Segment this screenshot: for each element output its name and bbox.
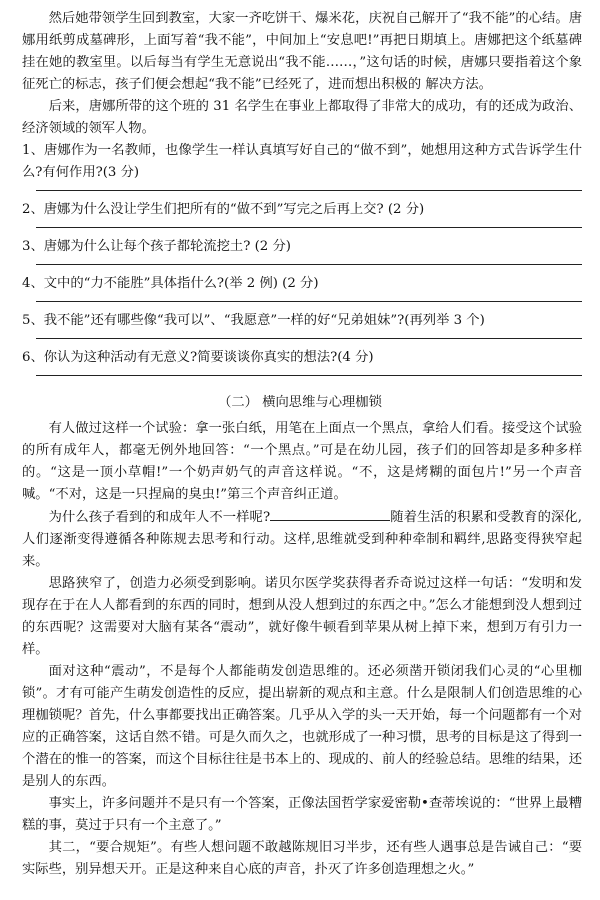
passage-paragraph: 面对这种“震动”，不是每个人都能萌发创造思维的。还必须凿开锁闭我们心灵的“心里枷锁”。才有可能产生萌发创造性的反应，提出崭新的观点和主意。什么是限制人们创造思维的心理枷锁呢？首先，什么事都要找出正确答案。几乎从入学的头一天开始，每一个问题都有一个对应的正确答案，这话自然不错。可是久而久之，也就形成了一种习惯，思考的目标是这了得到一个潜在的惟一的答案，而这个目标往往是书本上的、现成的、前人的经验总结。思维的结果，还是别人的东西。 [22,664,582,789]
question-1: 1、唐娜作为一名教师，也像学生一样认真填写好自己的“做不到”，她想用这种方式告诉学生什么?有何作用?(3 分) [22,143,582,180]
answer-line[interactable] [36,190,582,191]
question-6: 6、你认为这种活动有无意义?简要谈谈你真实的想法?(4 分) [22,350,374,365]
question-3: 3、唐娜为什么让每个孩子都轮流挖土? (2 分) [22,239,291,254]
passage-paragraph: 后来，唐娜所带的这个班的 31 名学生在事业上都取得了非常大的成功，有的还成为政治、经济领域的领军人物。 [22,99,582,136]
answer-line[interactable] [36,375,582,376]
paragraph-text: 为什么孩子看到的和成年人不一样呢? [48,510,271,525]
answer-line[interactable] [36,227,582,228]
paragraph-text: 随着生活的积累和受教育的深化,人们逐渐变得遵循各种陈规去思考和行动。这样,思维就受到种种牵制和羁绊,思路变得狭窄起来。 [22,510,582,569]
question-4: 4、文中的“力不能胜”具体指什么?(举 2 例) (2 分) [22,276,319,291]
fill-in-blank[interactable] [270,506,390,521]
answer-line[interactable] [36,264,582,265]
answer-line[interactable] [36,338,582,339]
passage-paragraph: 有人做过这样一个试验：拿一张白纸，用笔在上面点一个黑点，拿给人们看。接受这个试验的所有成年人，都毫无例外地回答：“一个黑点。”可是在幼儿园，孩子们的回答却是多种多样的。“这是一顶小草帽!”一个奶声奶气的声音这样说。“不，这是烤糊的面包片!”另一个声音喊。“不对，这是一只捏扁的臭虫!”第三个声音纠正道。 [22,421,582,502]
section-title: （二） 横向思维与心理枷锁 [218,395,382,410]
passage-paragraph: 其二，“要合规矩”。有些人想问题不敢越陈规旧习半步，还有些人遇事总是告诫自己：“要实际些，别异想天开。正是这种来自心底的声音，扑灭了许多创造理想之火。” [22,840,582,877]
passage-paragraph: 事实上，许多问题并不是只有一个答案，正像法国哲学家爱密勒•查蒂埃说的：“世界上最糟糕的事，莫过于只有一个主意了。” [22,796,582,833]
question-5: 5、我不能”还有哪些像“我可以”、“我愿意”一样的好“兄弟姐妹”?(再列举 3 个) [22,313,485,328]
answer-line[interactable] [36,301,582,302]
passage-paragraph [0,506,600,573]
question-2: 2、唐娜为什么没让学生们把所有的“做不到”写完之后再上交? (2 分) [22,202,425,217]
passage-paragraph: 思路狭窄了，创造力必须受到影响。诺贝尔医学奖获得者乔奇说过这样一句话：“发明和发现存在于在人人都看到的东西的同时，想到从没人想到过的东西之中。”怎么才能想到没人想到过的东西呢？这需要对大脑有某各“震动”，就好像牛顿看到苹果从树上掉下来，想到万有引力一样。 [22,576,582,657]
passage-paragraph: 然后她带领学生回到教室，大家一齐吃饼干、爆米花，庆祝自己解开了“我不能”的心结。唐娜用纸剪成墓碑形，上面写着“我不能”，中间加上“安息吧!”再把日期填上。唐娜把这个纸墓碑挂在她的教室里。以后每当有学生无意说出“我不能……，”这句话的时候，唐娜只要指着这个象征死亡的标志，孩子们便会想起“我不能”已经死了，进而想出积极的 解决方法。 [22,11,582,92]
